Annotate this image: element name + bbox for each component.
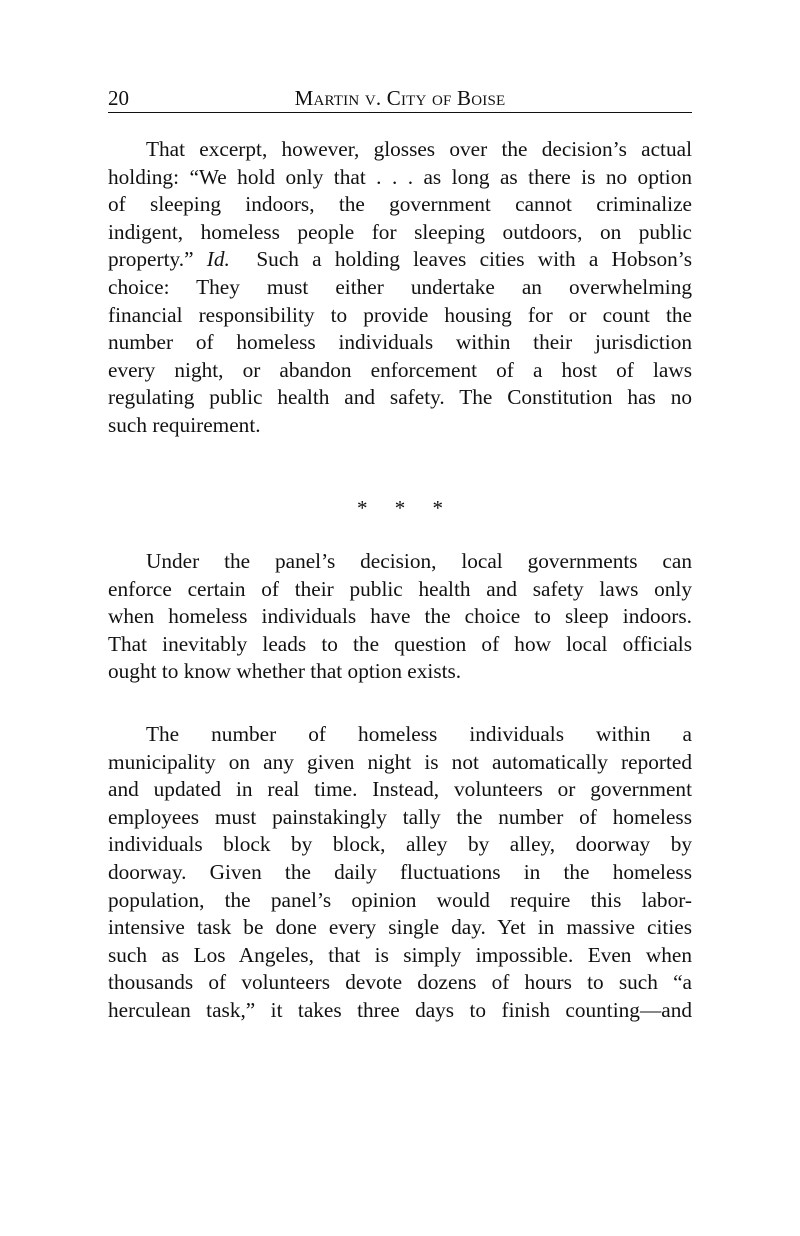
text-line: such requirement. bbox=[108, 412, 261, 437]
page-header bbox=[108, 86, 692, 113]
text-line: The number of homeless individuals within a bbox=[146, 722, 692, 746]
text-line: That excerpt, however, glosses over the decision’s actual bbox=[146, 137, 692, 161]
text-line: every night, or abandon enforcement of a host of laws bbox=[108, 357, 692, 382]
text-line: individuals block by block, alley by alley, doorway by bbox=[108, 832, 692, 857]
text-line: of sleeping indoors, the government cannot criminalize bbox=[108, 192, 692, 217]
text-segment: Such a holding leaves cities with a Hobson’s bbox=[229, 247, 692, 272]
section-separator: * * * bbox=[357, 496, 443, 520]
text-line: municipality on any given night is not automatically reported bbox=[108, 749, 692, 774]
page-number: 20 bbox=[108, 86, 129, 110]
paragraph-1 bbox=[108, 136, 692, 440]
paragraph-2 bbox=[108, 548, 692, 686]
paragraph-3 bbox=[108, 721, 692, 1025]
text-line: population, the panel’s opinion would require this labor- bbox=[108, 887, 692, 912]
text-line: Under the panel’s decision, local governments can bbox=[146, 549, 692, 573]
text-line: doorway. Given the daily fluctuations in the homeless bbox=[108, 859, 692, 884]
text-line: intensive task be done every single day. Yet in massive cities bbox=[108, 915, 692, 940]
text-line: enforce certain of their public health and safety laws only bbox=[108, 576, 692, 601]
running-title: Martin v. City of Boise bbox=[294, 86, 506, 110]
text-line: when homeless individuals have the choice to sleep indoors. bbox=[108, 604, 692, 629]
text-line: financial responsibility to provide housing for or count the bbox=[108, 302, 692, 327]
text-line: and updated in real time. Instead, volunteers or government bbox=[108, 777, 692, 802]
text-line: herculean task,” it takes three days to finish counting—and bbox=[108, 997, 692, 1022]
text-line: That inevitably leads to the question of how local officials bbox=[108, 631, 692, 656]
text-segment: property.” bbox=[108, 247, 207, 272]
text-line: choice: They must either undertake an overwhelming bbox=[108, 274, 692, 299]
citation-id: Id. bbox=[206, 247, 230, 272]
text-line: number of homeless individuals within their jurisdiction bbox=[108, 330, 692, 355]
text-line: such as Los Angeles, that is simply impossible. Even when bbox=[108, 942, 692, 967]
text-line: indigent, homeless people for sleeping outdoors, on public bbox=[108, 219, 692, 244]
text-line bbox=[108, 246, 692, 274]
text-line: holding: “We hold only that . . . as long as there is no option bbox=[108, 164, 692, 189]
text-line: employees must painstakingly tally the number of homeless bbox=[108, 804, 692, 829]
text-line: regulating public health and safety. The Constitution has no bbox=[108, 385, 692, 410]
text-line: ought to know whether that option exists. bbox=[108, 659, 462, 684]
text-line: thousands of volunteers devote dozens of hours to such “a bbox=[108, 970, 692, 995]
